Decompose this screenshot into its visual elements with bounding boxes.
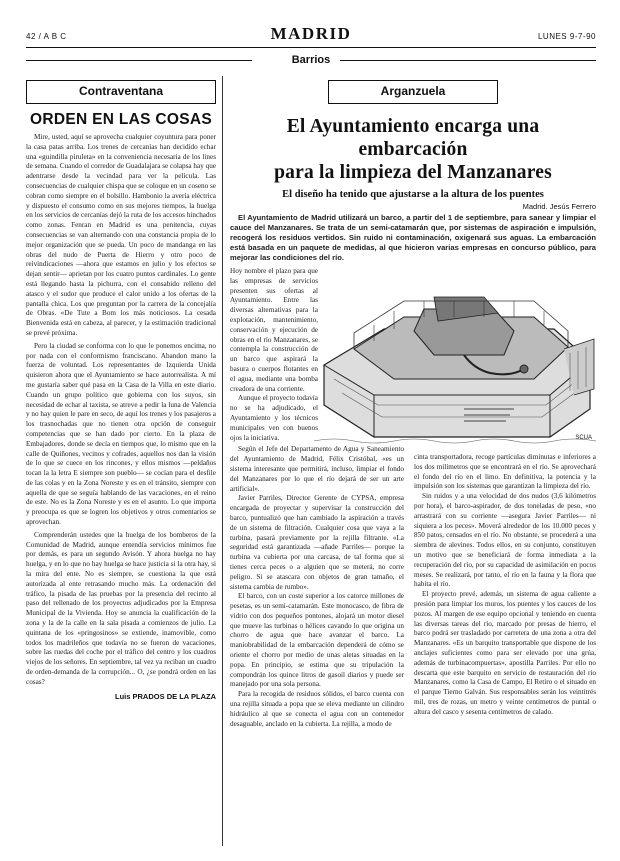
subsection-bar [26, 54, 596, 68]
article-subhead: El diseño ha tenido que ajustarse a la altura de los puentes [282, 189, 544, 200]
divider [340, 60, 596, 61]
author-signature: Luis PRADOS DE LA PLAZA [115, 691, 216, 701]
opinion-title: ORDEN EN LAS COSAS [30, 111, 212, 128]
district-head: Arganzuela [328, 80, 498, 104]
illustration-credit: SCUA [575, 435, 592, 441]
page-header [26, 22, 596, 48]
section-title: MADRID [270, 24, 352, 43]
paragraph: Comprenderán ustedes que la huelga de los bomberos de la Comunidad de Madrid, aunque entendía servicios mínimos fue por demás, es para un segundo Avisón. Y ahora huelga no hay huelga, y en lo que no hay huelga se hace justicia si la otra hay, si la mira del ente. No es siempre, se cuestiona la que está autorizada al ente retrasando mucho más. La ordenación del tráfico, la pisada de las pruebas por la presencia del recinto al paso del rellenado de los proyectos adjudicados por la Empresa Municipal de la Vivienda. Hoy se anuncia la cualificación de la zona y la de la calle en la sala pisada a comienzos de julio. La quintana de los «pringosinos» se extiende, inamovible, como todos los madrileños que todavía no se fueron de vacaciones, sobre las ruedas del coche por el tráfico del centro y los cuadros viejos de los señores. En septiembre, tal vez ya reciban un cuadro de orden-demanda de la corrupción... O, ¿se pondrá orden en las cosas? [26, 530, 216, 686]
article-lead: El Ayuntamiento de Madrid utilizará un barco, a partir del 1 de septiembre, para sanear y limpiar el cauce del Manzanares. Se trata de un semi-catamarán que, por sistemas de aspiración e impulsión, recogerá los residuos vertidos. Sin ruido ni contaminación, oxigenará sus aguas. La embarcación está basada en un paquete de medidas, al que hicieron varias empresas en concurso público, para mejorar las condiciones del río. [230, 213, 596, 262]
paragraph: Javier Parriles, Director Gerente de CYPSA, empresa encargada de proyectar y supervisar la construcción del barco, puntualizó que han cambiado la aspiración a través de un sistema de filtración. Cualquier cosa que vaya a la turbina, pasará previamente por la rejilla filtrante. «La seguridad está garantizada —añade Parriles— porque la turbina va cubierta por una carcasa, de tal forma que si tienes cerca peces o a alguien que se meterá, no corre peligro. Si se atascara con objetos de gran tamaño, el sistema cambia de rumbo». [230, 494, 404, 591]
article-body [230, 267, 596, 827]
paragraph: Sin ruidos y a una velocidad de dos nudos (3,6 kilómetros por hora), el barco-aspirador, de dos toneladas de peso, «no arrastrará con su corriente —asegura Javier Parriles— ni siquiera a los peces». Moverá alrededor de los 10.000 peces y 850 patos, censados en el río. No obstante, se procederá a una siembra de alevines. Todos ellos, en su conjunto, constituyen un motivo que se beneficiará de forma inmediata a la recuperación del río, por su capacidad de asimilación en pocos meses. Se realizará, por tanto, el río en la fauna y la flora que habita el río. [414, 492, 596, 589]
page-number: 42 / A B C [26, 32, 67, 41]
headline-line: El Ayuntamiento encarga una embarcación [286, 116, 540, 160]
paragraph: Aunque el proyecto todavía no se ha adjudicado, el Ayuntamiento y los técnicos municipales ven con buenos ojos la iniciativa. [230, 394, 318, 442]
byline: Madrid. Jesús Ferrero [522, 202, 596, 211]
paragraph: Para la recogida de residuos sólidos, el barco cuenta con una rejilla situada a popa que se eleva mediante un cilindro hidráulico al que se conecta el agua con un contenedor desaguable, anclado en la cubierta. La rejilla, a modo de [230, 690, 404, 728]
issue-date: LUNES 9-7-90 [537, 32, 596, 41]
opinion-column [26, 80, 216, 701]
paragraph: cinta transportadora, recoge partículas diminutas e inferiores a los dos milímetros que se encontrará en el río. Se aprovechará el fondo del río en el limo. En definitiva, la potencia y la impulsión son los sistemas que garantizan la limpieza del río. [414, 453, 596, 491]
paragraph: Hoy nombre el plazo para que las empresas de servicios presenten sus ofertas al Ayuntamiento. Entre las diversas alternativas para la explotación, mantenimiento, conservación y ejecución de obras en el río Manzanares, se contempla la construcción de un barco que aspirará la basura o cuerpos flotantes en el agua, mediante una bomba creadora de una corriente. [230, 267, 318, 393]
article-column-1 [230, 267, 404, 729]
paragraph: El proyecto prevé, además, un sistema de agua caliente a presión para limpiar los muros, los puentes y los cauces de los pozos. Al margen de ese equipo opcional y teniendo en cuenta las diversas tareas del río, marcado por presas de hierro, el barco podrá ser trasladado por carretera de una zona a otra del Manzanares. «Es un barquito transportable que dispone de los anclajes suficientes como para ser elevado por una grúa, además de turbinacompuertas», apostilla Parriles. Por ello no descarta que este barquito en servicio de restauración del río Manzanares, como la Casa de Campo, El Retiro o el situado en el parque Tierno Galván. Sus responsables serán los veintitrés mil, tres de rozas, un metro y veinte centímetros de puntal o altura del casco y sesenta centímetros de calado. [414, 590, 596, 716]
paragraph: Mire, usted, aquí se aprovecha cualquier coyuntura para poner la casa patas arriba. Los trenes de cercanías han decidido echar una «guindilla piruleta» en la conveniencia necesaria de los lines de semana. Cuando el corredor de Guadalajara se colapsa hay que adentrarse desde la vecindad para ver la película. Las consecuencias de cualquier chispa que se coloque en un coseno se cobran como siempre en el bolsillo. Hambonio la avería eléctrica y dispuesto el consumo como en sus mejores tiempos, la huelga en los servicios de cercanías dejó la ruta de los accesos hinchados como zonas. Fenran en Madrid es una penitencia, cuyas consecuencias se van alternando con una constancia propia de lo mejor organización que se pueda. Un poco de mandanga en las obras del nudo de Puerta de Hierro y otro poco de reivindicaciones —ahora que estamos en julio y los efectos se dejan sentir— aprietan por los cuatro puntos cardinales. Lo gente está llegando hasta la pichurra, con el consabido relleno del atasco y el sudor que produce el calor unido a los ofertas de la pantalla chica. Los que preguntan por la carrera de la concejalía de Obras. «De Tute a Bom los más noticiosos. La cesada Bienvenida está en cabeza, al parecer, y la estimación tradicional se prevé próxima. [26, 133, 216, 337]
article-column-2 [414, 453, 596, 718]
paragraph: El barco, con un coste superior a los catorce millones de pesetas, es un semi-catamarán. Este monocasco, de fibra de vidrio con dos pequeños pontones, alojará un motor diesel que mueve las turbinas o hélices cavando lo que origina un chorro de agua que hace avanzar el barco. La maniobrabilidad de la embarcación dependerá de cómo se oriente el chorro por medio de unas aletas situadas en la popa. En principio, se estima que su tripulación la compondrán los quince litros de gasoil diarios y puede ser manejado por una sola persona. [230, 592, 404, 689]
main-article [230, 80, 596, 827]
column-divider [222, 76, 223, 846]
wrap-column [230, 267, 318, 443]
paragraph: Pero la ciudad se conforma con lo que le ponemos encima, no por nada con el conformismo franciscano. Abandon mano la fuerza de voluntad. Los representantes de Izquierda Unida quisieron ahora que el Ayuntamiento se hace autorrealista. A mí me gustaría saber qué pasa en la Casa de la Villa en este diario. Cuando un grupo político que gobierna con los suyos, sin necesidad de echar al taxista, se atreve a pedir la luna de Valencia y no hay quien le pare en seco, de aquí los trenes y los pasajeros a los trasnochadas que no tienen otra opción de conseguir competencias que se han dado por cierto. En la plaza de Embajadores, donde se decía en tiempos que, lo mismo que en la calle de Quiñones, vecinos y cofrades, aquellos nos dan la visión de lo que se cuece en los rincones, y ellos mismos —peldaños tocan la la letra E siempre son pueblo— se cocían para el desfile de las colas y en la Zona Noreste y es en el tránsito, siempre con aquella de que se seguía hablando de las vacaciones, en el reino de este. No es la Zona Noreste y es en el asunto. Lo que importa y preocupa es que se logren los objetivos y otros comentarios se aprovechan. [26, 341, 216, 527]
headline-line: para la limpieza del Manzanares [274, 162, 552, 183]
article-headline [230, 115, 596, 184]
paragraph: Según el Jefe del Departamento de Agua y Saneamiento del Ayuntamiento de Madrid, Félix Cristóbal, «es un sistema interesante que permitirá, incluso, limpiar el fondo del Manzanares por lo que el río dejará de ser un arte artificial». [230, 445, 404, 493]
column-head: Contraventana [26, 80, 216, 104]
subsection-title: Barrios [291, 54, 331, 66]
